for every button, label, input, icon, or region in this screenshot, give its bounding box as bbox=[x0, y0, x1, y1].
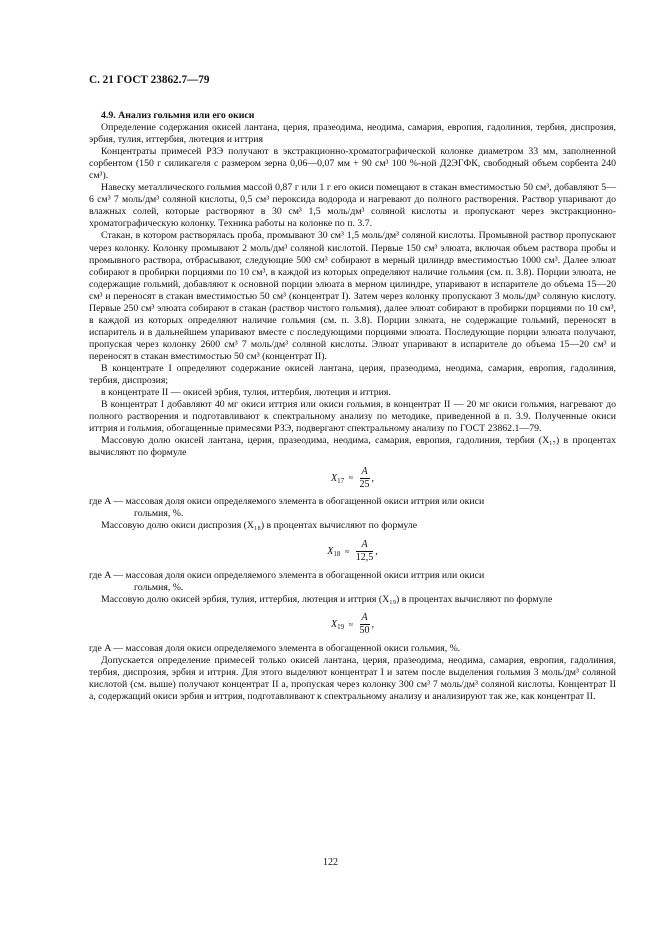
paragraph: Концентраты примесей РЗЭ получают в экстракционно-хроматографической колонке диаметром 33 мм, заполненной сорбентом (150 г силикагеля с размером зерна 0,06—0,07 мм + 90 см³ 100 %-ной Д2ЭГФК, свободный объем сорбента 240 см³). bbox=[89, 146, 616, 182]
page-number: 122 bbox=[323, 857, 338, 868]
formula-relation: ≈ bbox=[348, 619, 353, 629]
where-clause bbox=[89, 570, 616, 594]
formula-subscript: 18 bbox=[333, 549, 341, 558]
formula-x19 bbox=[89, 608, 616, 642]
formula-relation: ≈ bbox=[348, 473, 353, 483]
where-clause-continuation: гольмия, %. bbox=[134, 508, 184, 520]
formula-trail: , bbox=[371, 472, 374, 484]
formula-numerator: A bbox=[356, 539, 374, 552]
paragraph: Массовую долю окиси диспрозия (X₁₈) в процентах вычисляют по формуле bbox=[101, 520, 418, 532]
formula-symbol: X bbox=[327, 545, 334, 557]
formula-trail: , bbox=[371, 618, 374, 630]
formula-denominator: 12,5 bbox=[355, 551, 374, 563]
formula-trail: , bbox=[375, 545, 378, 557]
where-clause: где A — массовая доля окиси определяемого элемента в обогащенной окиси гольмия, %. bbox=[89, 642, 461, 654]
paragraph: Стакан, в котором растворялась проба, промывают 30 см³ 1,5 моль/дм³ соляной кислоты. Промывной раствор пропускают через колонку. Колонку промывают 2 моль/дм³ соляной кислотой. Первые 150 см³ элюата, включая объем раствора пробы и промывного раствора, отбрасывают, следующие 500 см³ собирают в мерный цилиндр вместимостью 1000 см³. Далее элюат собирают в пробирки порциями по 10 см³, в каждой из которых определяют наличие гольмия (см. п. 3.8). Порции элюата, не содержащие гольмий, добавляют к основной порции элюата в мерном цилиндре, упаривают в испарителе до объема 15—20 см³ и переносят в стакан вместимостью 50 см³ (концентрат I). Затем через колонку пропускают 3 моль/дм³ соляную кислоту. Первые 250 см³ элюата собирают в стакан (раствор чистого гольмия), далее элюат собирают в пробирки порциями по 10 см³, в каждой из которых определяют наличие гольмия (см. п. 3.8). Порции элюата, не содержащие гольмий, переносят в испаритель и в дальнейшем упаривают вместе с последующими порциями элюата. Последующие порции элюата получают, пропуская через колонку 2600 см³ 7 моль/дм³ соляной кислоты. Элюат упаривают в испарителе до объема 15—20 см³ и переносят в стакан вместимостью 50 см³ (концентрат II). bbox=[89, 230, 616, 362]
where-clause-continuation: гольмия, %. bbox=[134, 581, 184, 593]
document-body bbox=[89, 110, 616, 703]
formula-fraction bbox=[356, 539, 374, 564]
formula-symbol: X bbox=[331, 618, 338, 630]
section-heading: 4.9. Анализ гольмия или его окиси bbox=[101, 110, 255, 121]
paragraph: Навеску металлического гольмия массой 0,87 г или 1 г его окиси помещают в стакан вместимостью 50 см³, добавляют 5—6 см³ 7 моль/дм³ соляной кислоты, 0,5 см³ пероксида водорода и нагревают до полного растворения. Раствор упаривают до влажных солей, которые растворяют в 30 см³ 1,5 моль/дм³ соляной кислоты и пропускают через экстракционно-хроматографическую колонку. Техника работы на колонке по п. 3.7. bbox=[89, 182, 616, 230]
where-clause-line: где A — массовая доля окиси определяемого элемента в обогащенной окиси иттрия или окиси bbox=[89, 496, 485, 508]
where-clause-line: где A — массовая доля окиси определяемого элемента в обогащенной окиси иттрия или окиси bbox=[89, 569, 485, 581]
formula-numerator: A bbox=[361, 611, 368, 623]
formula-denominator: 25 bbox=[359, 478, 370, 490]
paragraph: В концентрат I добавляют 40 мг окиси иттрия или окиси гольмия, в концентрат II — 20 мг окиси гольмия, нагревают до полного растворения и подготавливают к спектральному анализу по методике, приведенной в п. 3.9. Полученные окиси иттрия и гольмия, обогащенные примесями РЗЭ, подвергают спектральному анализу по ГОСТ 23862.1—79. bbox=[89, 399, 616, 435]
formula-fraction bbox=[360, 466, 370, 491]
formula-subscript: 19 bbox=[337, 622, 345, 631]
paragraph: в концентрате II — окисей эрбия, тулия, иттербия, лютеция и иттрия. bbox=[101, 387, 391, 399]
formula-x18 bbox=[89, 535, 616, 569]
formula-denominator: 50 bbox=[359, 624, 370, 636]
paragraph: Массовую долю окисей эрбия, тулия, иттербия, лютеция и иттрия (X₁₉) в процентах вычисляют по формуле bbox=[101, 593, 553, 605]
paragraph: Допускается определение примесей только окисей лантана, церия, празеодима, неодима, самария, европия, гадолиния, тербия, диспрозия, эрбия и иттрия. Для этого выделяют концентрат I и затем после выделения гольмия 3 моль/дм³ соляной кислотой (см. выше) получают концентрат II а, пропуская через колонку 300 см³ 7 моль/дм³ соляной кислоты. Концентрат II а, содержащий окиси эрбия и иттрия, подготавливают к спектральному анализу и анализируют так же, как концентрат II. bbox=[89, 654, 616, 702]
formula-symbol: X bbox=[331, 472, 338, 484]
formula-subscript: 17 bbox=[337, 476, 345, 485]
paragraph: Массовую долю окисей лантана, церия, празеодима, неодима, самария, европия, гадолиния, тербия (X₁₇) в процентах вычисляют по формуле bbox=[89, 435, 616, 459]
formula-relation: ≈ bbox=[344, 546, 350, 556]
formula-fraction bbox=[360, 612, 370, 637]
paragraph: Определение содержания окисей лантана, церия, празеодима, неодима, самария, европия, гадолиния, тербия, диспрозия, эрбия, тулия, иттербия, лютеция и иттрия bbox=[89, 122, 616, 146]
formula-x17 bbox=[89, 461, 616, 495]
formula-numerator: A bbox=[361, 465, 368, 477]
running-title: С. 21 ГОСТ 23862.7—79 bbox=[89, 74, 210, 86]
paragraph: В концентрате I определяют содержание окисей лантана, церия, празеодима, неодима, самария, европия, гадолиния, тербия, диспрозия; bbox=[89, 362, 616, 387]
where-clause bbox=[89, 496, 616, 520]
